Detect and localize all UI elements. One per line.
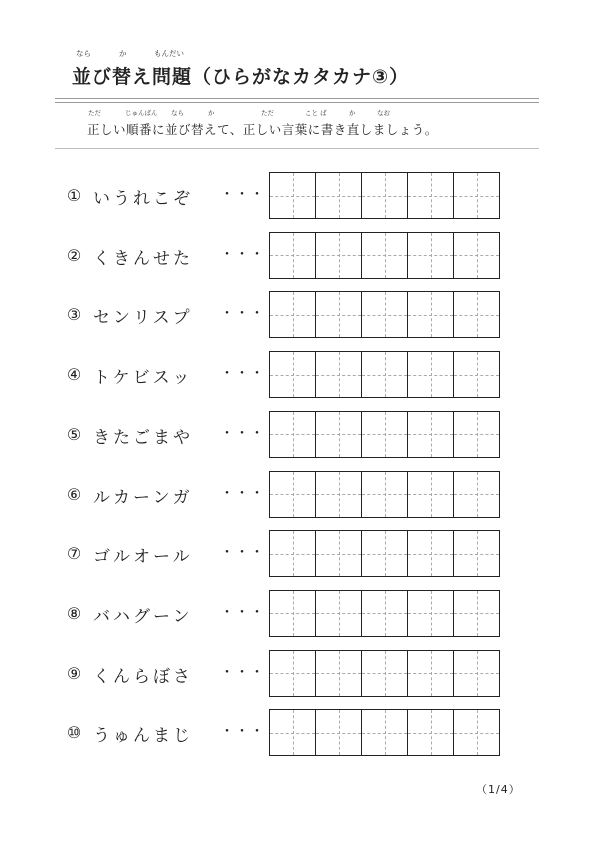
answer-box[interactable] <box>362 172 408 219</box>
answer-grid <box>269 232 500 279</box>
answer-box[interactable] <box>362 709 408 756</box>
answer-box[interactable] <box>408 172 454 219</box>
answer-box[interactable] <box>454 172 500 219</box>
answer-box[interactable] <box>408 291 454 338</box>
answer-box[interactable] <box>270 411 316 458</box>
answer-box[interactable] <box>270 530 316 577</box>
scrambled-word: バハグーン <box>93 606 193 627</box>
answer-grid <box>269 530 500 577</box>
ruby-mondai: もんだい <box>154 49 184 58</box>
answer-box[interactable] <box>362 351 408 398</box>
question-number: ⑧ <box>66 603 82 623</box>
answer-box[interactable] <box>408 471 454 518</box>
answer-box[interactable] <box>408 530 454 577</box>
answer-box[interactable] <box>362 411 408 458</box>
answer-grid <box>269 650 500 697</box>
question-number: ① <box>66 186 82 205</box>
answer-box[interactable] <box>408 411 454 458</box>
answer-box[interactable] <box>408 590 454 637</box>
separator-dots: ・・・ <box>220 485 265 502</box>
answer-box[interactable] <box>362 530 408 577</box>
answer-grid <box>269 172 500 219</box>
ruby-junban: じゅんばん <box>125 109 158 117</box>
scrambled-word: トケビスッ <box>93 368 193 389</box>
answer-box[interactable] <box>270 291 316 338</box>
answer-box[interactable] <box>454 709 500 756</box>
answer-box[interactable] <box>316 471 362 518</box>
scrambled-word: ルカーンガ <box>93 487 193 508</box>
answer-box[interactable] <box>270 650 316 697</box>
answer-box[interactable] <box>316 351 362 398</box>
ruby-nara: なら <box>76 49 91 58</box>
answer-box[interactable] <box>316 291 362 338</box>
answer-box[interactable] <box>408 232 454 279</box>
scrambled-word: きたごまや <box>93 427 193 448</box>
ruby-tada-2: ただ <box>261 109 274 117</box>
answer-box[interactable] <box>270 709 316 756</box>
answer-box[interactable] <box>408 650 454 697</box>
answer-box[interactable] <box>316 232 362 279</box>
worksheet-title-block <box>72 48 472 89</box>
question-number: ⑥ <box>66 484 82 504</box>
title-divider-top <box>55 98 539 99</box>
answer-box[interactable] <box>362 650 408 697</box>
answer-box[interactable] <box>454 411 500 458</box>
question-row <box>0 590 595 637</box>
separator-dots: ・・・ <box>220 604 265 621</box>
answer-box[interactable] <box>454 232 500 279</box>
answer-box[interactable] <box>270 232 316 279</box>
answer-box[interactable] <box>270 590 316 637</box>
instruction-block <box>87 108 507 138</box>
answer-box[interactable] <box>408 709 454 756</box>
answer-box[interactable] <box>362 291 408 338</box>
separator-dots: ・・・ <box>220 306 265 323</box>
answer-box[interactable] <box>362 471 408 518</box>
answer-grid <box>269 709 500 756</box>
answer-box[interactable] <box>454 471 500 518</box>
title-divider-bottom <box>55 102 539 103</box>
ruby-nara-2: なら <box>171 109 184 117</box>
worksheet-title: 並び替え問題（ひらがなカタカナ③） <box>72 66 410 88</box>
question-row <box>0 411 595 458</box>
instruction-ruby-line <box>87 108 507 120</box>
answer-box[interactable] <box>408 351 454 398</box>
scrambled-word: ゴルオール <box>93 547 193 568</box>
answer-box[interactable] <box>270 351 316 398</box>
answer-grid <box>269 351 500 398</box>
question-row <box>0 530 595 577</box>
separator-dots: ・・・ <box>220 246 265 263</box>
question-number: ⑩ <box>66 723 82 743</box>
separator-dots: ・・・ <box>220 187 265 203</box>
answer-box[interactable] <box>270 172 316 219</box>
scrambled-word: うゅんまじ <box>93 726 193 747</box>
ruby-kotoba: こと ば <box>305 109 327 117</box>
answer-box[interactable] <box>454 530 500 577</box>
ruby-ka-3: か <box>349 109 356 117</box>
question-row <box>0 351 595 398</box>
separator-dots: ・・・ <box>220 724 265 741</box>
answer-grid <box>269 291 500 338</box>
answer-box[interactable] <box>316 650 362 697</box>
question-row <box>0 232 595 279</box>
title-ruby-line <box>72 48 472 62</box>
answer-box[interactable] <box>362 232 408 279</box>
answer-box[interactable] <box>316 590 362 637</box>
question-row <box>0 471 595 518</box>
question-row <box>0 650 595 697</box>
instruction-text: 正しい順番に並び替えて、正しい言葉に書き直しましょう。 <box>87 122 438 137</box>
scrambled-word: くきんせた <box>93 248 193 269</box>
answer-grid <box>269 471 500 518</box>
question-number: ⑦ <box>66 544 82 564</box>
answer-box[interactable] <box>454 351 500 398</box>
question-number: ④ <box>66 365 82 385</box>
scrambled-word: くんらぼさ <box>93 666 193 687</box>
ruby-tada-1: ただ <box>88 109 101 117</box>
ruby-ka: か <box>119 49 127 58</box>
answer-grid <box>269 590 500 637</box>
separator-dots: ・・・ <box>220 366 265 383</box>
answer-box[interactable] <box>454 650 500 697</box>
scrambled-word: いうれこぞ <box>93 189 193 209</box>
question-number: ⑨ <box>66 663 82 683</box>
answer-box[interactable] <box>316 172 362 219</box>
question-row <box>0 291 595 338</box>
question-number: ③ <box>66 305 82 325</box>
scrambled-word: センリスプ <box>93 308 193 329</box>
page-number: （1/4） <box>476 783 521 796</box>
question-number: ② <box>66 245 82 265</box>
separator-dots: ・・・ <box>220 545 265 562</box>
instruction-divider <box>55 148 539 149</box>
answer-box[interactable] <box>454 291 500 338</box>
separator-dots: ・・・ <box>220 425 265 442</box>
separator-dots: ・・・ <box>220 664 265 681</box>
answer-box[interactable] <box>316 411 362 458</box>
answer-box[interactable] <box>454 590 500 637</box>
answer-box[interactable] <box>316 530 362 577</box>
question-row <box>0 709 595 756</box>
question-number: ⑤ <box>66 424 82 444</box>
answer-box[interactable] <box>270 471 316 518</box>
ruby-nao: なお <box>377 109 390 117</box>
answer-box[interactable] <box>362 590 408 637</box>
answer-grid <box>269 411 500 458</box>
ruby-ka-2: か <box>208 109 215 117</box>
question-row <box>0 172 595 219</box>
answer-box[interactable] <box>316 709 362 756</box>
